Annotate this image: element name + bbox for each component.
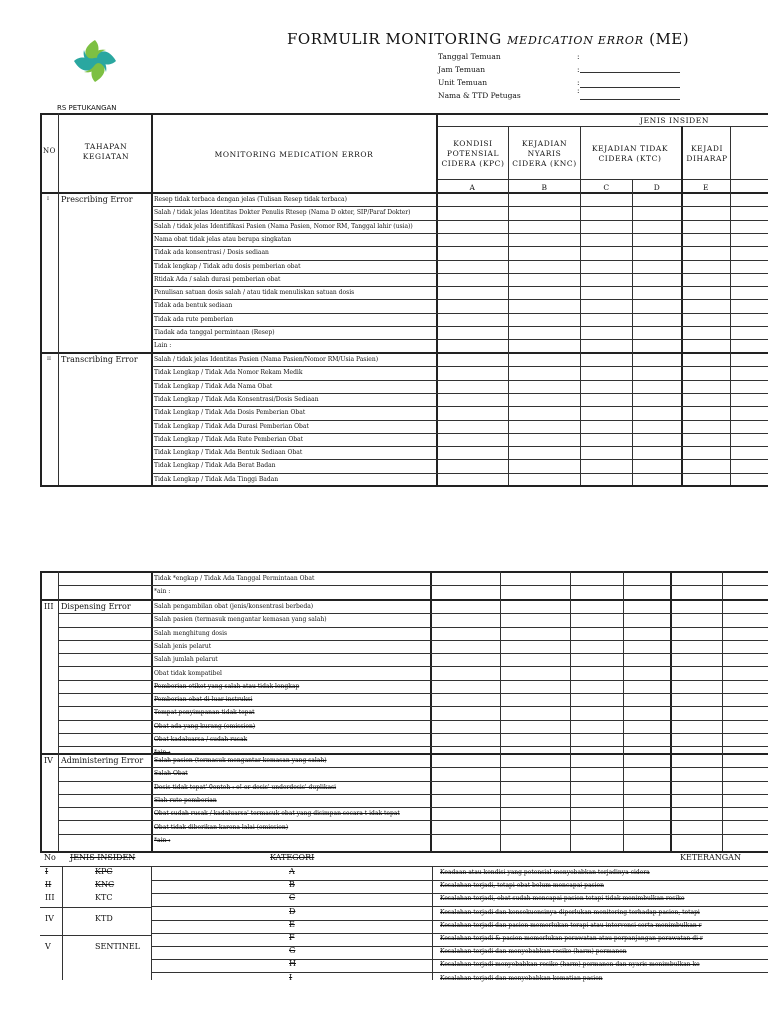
legend-keterangan: Kesalahan terjadi dan pasien memerlukan terapi atau intervensi serta menimbulkan r bbox=[440, 921, 702, 929]
row-line bbox=[59, 666, 768, 667]
field-tanggal-label: Tanggal Temuan bbox=[438, 52, 501, 61]
field-line-2[interactable] bbox=[580, 87, 680, 88]
col-e: E bbox=[702, 183, 710, 192]
legend-kategori: D bbox=[289, 906, 296, 916]
legend-kategori: C bbox=[289, 893, 296, 903]
row-line bbox=[152, 246, 768, 247]
col-d: D bbox=[653, 183, 661, 192]
row-line bbox=[152, 473, 768, 474]
legend-keterangan: Kesalahan terjadi & pasien memerlukan perawatan atau perpanjangan perawatan di r bbox=[440, 935, 703, 942]
table-row-text: Tidak Lengkap / Tidak Ada Berat Badan bbox=[154, 462, 276, 470]
row-line bbox=[152, 420, 768, 421]
row-line bbox=[152, 339, 768, 340]
legend-no: II bbox=[45, 880, 52, 889]
table-row-text: Tidak ada konsentrasi / Dosis sediaan bbox=[154, 249, 269, 257]
vl-no bbox=[58, 113, 59, 485]
legend-no: I bbox=[45, 867, 49, 876]
vl-b bbox=[580, 126, 581, 485]
row-line bbox=[152, 233, 768, 234]
legend-row-line bbox=[152, 933, 768, 934]
table-top-end bbox=[40, 485, 768, 487]
row-line bbox=[59, 585, 768, 586]
legend-kategori: F bbox=[289, 933, 295, 942]
row-line bbox=[152, 393, 768, 394]
legend-kategori: E bbox=[289, 919, 295, 929]
form-title bbox=[287, 30, 689, 48]
table-row-text: Salah / tidak jelas Identitas Pasien (Nama Pasien/Nomor RM/Usia Pasien) bbox=[154, 356, 379, 363]
legend-keterangan: Kesalahan terjadi, obat sudah mencapai pasien tetapi tidak menimbulkan resiko bbox=[440, 895, 685, 903]
section-roman: I bbox=[47, 196, 49, 202]
table-row-text: Salah pengambilan obat (jenis/konsentrasi berbeda) bbox=[154, 603, 314, 610]
row-line bbox=[59, 781, 768, 782]
section-divider-1 bbox=[40, 352, 768, 354]
row-line bbox=[59, 613, 768, 614]
row-line bbox=[59, 733, 768, 734]
legend-sep-1 bbox=[40, 907, 152, 908]
table-row-text: Obat ada yang kurang (omission) bbox=[154, 722, 256, 730]
table-row-text: Tidak *engkap / Tidak Ada Tanggal Permintaan Obat bbox=[154, 575, 315, 582]
head-ktc: KEJADIAN TIDAK CIDERA (KTC) bbox=[591, 144, 669, 163]
row-line bbox=[59, 640, 768, 641]
row-line bbox=[152, 326, 768, 327]
legend-vl-3 bbox=[432, 866, 433, 980]
table-row-text: Tidak lengkap / Tidak adu dosis pemberian obat bbox=[154, 262, 301, 270]
vl2-left bbox=[40, 571, 42, 851]
table-row-text: Obat kadaluarsa / sudah rusak bbox=[154, 736, 248, 743]
row-line bbox=[59, 834, 768, 835]
legend-no: III bbox=[45, 893, 55, 902]
table-row-text: Tidak Lengkap / Tidak Ada Rute Pemberian Obat bbox=[154, 435, 304, 443]
hospital-logo bbox=[70, 36, 120, 86]
table-row-text: Tidak Lengkap / Tidak Ada Durasi Pemberian Obat bbox=[154, 422, 309, 430]
head-monitoring: MONITORING MEDICATION ERROR bbox=[214, 150, 374, 159]
row-line bbox=[59, 794, 768, 795]
head-kejadi: KEJADI DIHARAP bbox=[686, 144, 728, 163]
table-row-text: Tidak Lengkap / Tidak Ada Nama Obat bbox=[154, 382, 273, 390]
legend-vl-2 bbox=[151, 866, 152, 980]
table-row-text: *ain : bbox=[154, 749, 171, 757]
legend-kategori: G bbox=[289, 946, 296, 956]
head-kpc: KONDISI POTENSIAL CIDERA (KPC) bbox=[441, 139, 505, 168]
legend-keterangan: Keadaan atau kondisi yang potensial menyebabkan terjadinya cidera bbox=[440, 869, 650, 876]
row-line bbox=[152, 313, 768, 314]
row-line bbox=[59, 706, 768, 707]
legend-row-line bbox=[152, 880, 768, 881]
table-row-text: Tidak Lengkap / Tidak Ada Tinggi Badan bbox=[154, 475, 279, 483]
table-row-text: Tiadak ada tanggal permintaan (Resep) bbox=[154, 329, 275, 336]
row-line bbox=[152, 366, 768, 367]
section-name: Transcribing Error bbox=[61, 355, 138, 364]
legend-no: IV bbox=[45, 914, 54, 923]
col-a: A bbox=[469, 183, 476, 192]
table-row-text: Lain : bbox=[154, 342, 172, 350]
table-row-text: Salah / tidak jelas Identifikasi Pasien (Nama Pasien, Nomor RM, Tanggal lahir (usia)) bbox=[154, 222, 413, 230]
legend-head-line bbox=[40, 866, 768, 867]
head-jenis: JENIS INSIDEN bbox=[640, 116, 710, 125]
legend-keterangan: Kesalahan terjadi dan menyebabkan kematian pasien bbox=[440, 974, 603, 982]
row-line bbox=[59, 746, 768, 747]
section-roman: IV bbox=[44, 756, 53, 765]
table-row-text: Salah / tidak jelas Identitas Dokter Penulis Rtesep (Nama D okter, SIP/Paraf Dokter) bbox=[154, 209, 411, 217]
row-line bbox=[59, 680, 768, 681]
row-line bbox=[152, 220, 768, 221]
row-line bbox=[152, 459, 768, 460]
section-roman: III bbox=[44, 602, 54, 611]
title-suffix: (ME) bbox=[649, 30, 690, 48]
legend-head-jenis: JENIS INSIDEN bbox=[70, 853, 136, 862]
row-line bbox=[152, 273, 768, 274]
legend-jenis: KPC bbox=[95, 867, 113, 876]
jenis-divider bbox=[437, 126, 768, 127]
row-line bbox=[59, 767, 768, 768]
row-line bbox=[59, 693, 768, 694]
field-jam-label: Jam Temuan bbox=[438, 65, 486, 74]
field-tanggal-sep: : bbox=[577, 52, 580, 61]
row-line bbox=[59, 720, 768, 721]
legend-kategori: B bbox=[289, 880, 295, 890]
row-line bbox=[59, 807, 768, 808]
field-unit-label: Unit Temuan bbox=[438, 78, 488, 87]
field-jam-sep: : bbox=[577, 65, 580, 74]
vl-left bbox=[40, 113, 42, 485]
row-line bbox=[152, 260, 768, 261]
table-row-text: Salah Obat bbox=[154, 770, 188, 778]
legend-keterangan: Kesalahan terjadi dan menyebabkan resiko (harm) permanen bbox=[440, 948, 627, 956]
table-row-text: Salah menghitung dosis bbox=[154, 629, 228, 637]
table-row-text: Pemberian etiket yang salah atau tidak lengkap bbox=[154, 682, 300, 690]
legend-no: V bbox=[45, 942, 51, 951]
table-row-text: Tidak ada rute pemberian bbox=[154, 315, 234, 323]
section-name: Prescribing Error bbox=[61, 195, 133, 204]
table-row-text: Penulisan satuan dosis salah / atau tidak menuliskan satuan dosis bbox=[154, 289, 355, 297]
row-line bbox=[152, 446, 768, 447]
table-row-text: Salah pasien (termasuk mengantar kemasan yang salah) bbox=[154, 616, 327, 624]
table-row-text: Rtidak Ada / salah durasi pemberian obat bbox=[154, 275, 281, 283]
table-row-text: *ain : bbox=[154, 836, 171, 844]
field-line-3[interactable] bbox=[580, 99, 680, 100]
legend-keterangan: Kesalahan terjadi dan konsekuensinya diperlukan monitoring terhadap pasien, tetapi bbox=[440, 908, 700, 916]
legend-keterangan: Kesalahan terjadi, tetapi obat belum mencapai pasien bbox=[440, 882, 604, 890]
legend-kategori: A bbox=[289, 867, 295, 876]
title-italic: MEDICATION ERROR bbox=[507, 34, 644, 47]
legend-head-keterangan: KETERANGAN bbox=[680, 853, 741, 862]
legend-row-line bbox=[152, 959, 768, 960]
table-top-border bbox=[40, 113, 768, 115]
table-bottom-end bbox=[40, 851, 768, 853]
row-line bbox=[59, 627, 768, 628]
field-unit-sep: : bbox=[577, 78, 580, 87]
legend-sep-2 bbox=[40, 935, 152, 936]
row-line bbox=[152, 286, 768, 287]
legend-row-line bbox=[152, 946, 768, 947]
legend-head-no: No bbox=[44, 853, 56, 862]
hospital-name: RS PETUKANGAN bbox=[57, 104, 117, 112]
table-row-text: Pemberian obat di luar instruksi bbox=[154, 696, 253, 704]
row-line bbox=[59, 653, 768, 654]
table-row-text: Tempat penyimpanan tidak tepat bbox=[154, 709, 255, 717]
table-row-text: *ain : bbox=[154, 588, 171, 596]
cols-divider bbox=[437, 179, 768, 180]
head-tahapan: TAHAPAN KEGIATAN bbox=[82, 142, 130, 161]
section-divider-3 bbox=[40, 599, 768, 601]
row-line bbox=[152, 206, 768, 207]
table-bottom-start bbox=[40, 571, 768, 573]
table-row-text: Tidak Lengkap / Tidak Ada Nomor Rekam Medik bbox=[154, 369, 303, 377]
col-b: B bbox=[541, 183, 548, 192]
table-row-text: Tidak Lengkap / Tidak Ada Konsentrasi/Dosis Sediaan bbox=[154, 395, 319, 403]
table-row-text: Obat tidak kompatibel bbox=[154, 669, 222, 677]
table-row-text: Salah jumlah pelarut bbox=[154, 656, 218, 664]
legend-jenis: KTD bbox=[95, 914, 113, 923]
vl-d bbox=[681, 126, 683, 485]
legend-keterangan: Kesalahan terjadi menyebabkan resiko (harm) permanen dan nyaris menimbulkan ke bbox=[440, 961, 700, 969]
row-line bbox=[152, 380, 768, 381]
table-row-text: Resep tidak terbaca dengan jelas (Tulisan Resep tidak terbaca) bbox=[154, 196, 347, 203]
legend-head-kategori: KATEGORI bbox=[270, 853, 315, 862]
legend-jenis: SENTINEL bbox=[95, 942, 140, 951]
vl-a bbox=[508, 126, 509, 485]
head-no: NO bbox=[42, 147, 57, 155]
table-row-text: Obat sudah rusak / kadaluarsa' termasuk obat yang disimpan secara t idak tepat bbox=[154, 810, 400, 818]
table-row-text: Tidak Lengkap / Tidak Ada Dosis Pemberian Obat bbox=[154, 409, 306, 417]
legend-row-line bbox=[152, 906, 768, 907]
legend-kategori: H bbox=[289, 959, 296, 969]
field-line-1[interactable] bbox=[580, 72, 680, 73]
table-row-text: Salah jenis pelarut bbox=[154, 642, 212, 650]
table-row-text: Dosis tidak tepat' 0ontoh : o! er dosis' underdosis' duplikasi bbox=[154, 783, 337, 791]
table-row-text: Tidak Lengkap / Tidak Ada Bentuk Sediaan Obat bbox=[154, 449, 303, 457]
table-row-text: Tidak ada bentuk sediaan bbox=[154, 302, 233, 310]
legend-jenis: KTC bbox=[95, 893, 113, 902]
legend-row-line bbox=[152, 893, 768, 894]
table-row-text: Slah rute pemberian bbox=[154, 796, 217, 804]
vl-e bbox=[730, 126, 731, 485]
section-name: Dispensing Error bbox=[61, 602, 131, 611]
legend-kategori: I bbox=[289, 972, 293, 982]
section-divider-4 bbox=[40, 753, 768, 755]
section-name: Administering Error bbox=[61, 756, 144, 765]
section-roman: II bbox=[47, 356, 51, 362]
table-row-text: Nama obat tidak jelas atau berupa singkatan bbox=[154, 235, 292, 243]
row-line bbox=[59, 820, 768, 821]
col-c: C bbox=[603, 183, 610, 192]
legend-jenis: KNC bbox=[95, 880, 115, 889]
row-line bbox=[152, 433, 768, 434]
head-knc: KEJADIAN NYARIS CIDERA (KNC) bbox=[512, 139, 577, 168]
table-row-text: Salah pasien (termasuk mengantar kemasan yang salah) bbox=[154, 757, 327, 764]
legend-row-line bbox=[152, 972, 768, 973]
field-petugas-sep: : bbox=[577, 86, 580, 95]
row-line bbox=[152, 406, 768, 407]
vl-c bbox=[632, 179, 633, 485]
title-main: FORMULIR MONITORING bbox=[287, 30, 502, 48]
field-petugas-label: Nama & TTD Petugas bbox=[438, 91, 521, 100]
row-line bbox=[152, 299, 768, 300]
legend-vl-1 bbox=[62, 866, 63, 980]
table-row-text: Obat tidak diberikan karena lalai (omission) bbox=[154, 823, 289, 831]
